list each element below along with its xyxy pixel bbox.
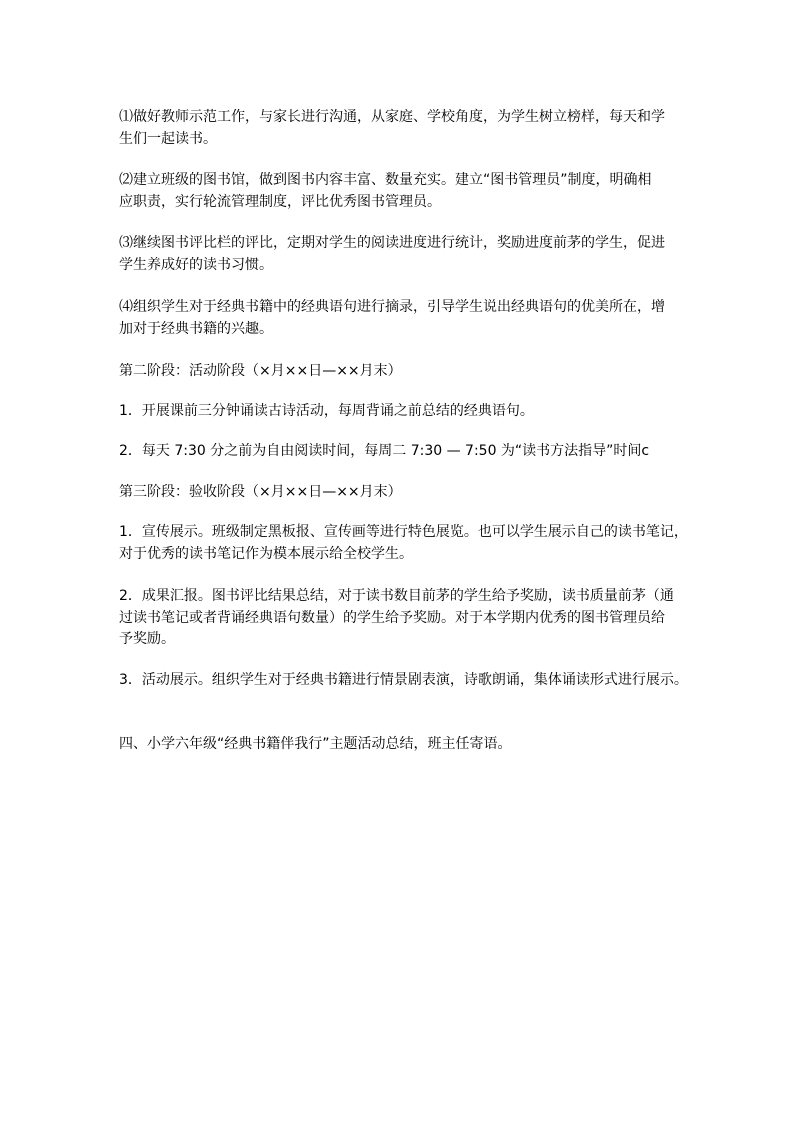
stage-three-heading (119, 482, 699, 504)
text-line: 予奖励。 (119, 631, 175, 647)
paragraph-item-1 (119, 107, 699, 150)
stage-three-item-1 (119, 522, 699, 565)
text-line: 第二阶段：活动阶段（×月××日—××月末） (119, 363, 402, 379)
text-line: 1．开展课前三分钟诵读古诗活动，每周背诵之前总结的经典语句。 (119, 403, 534, 419)
text-line: 3．活动展示。组织学生对于经典书籍进行情景剧表演，诗歌朗诵，集体诵读形式进行展示。 (119, 672, 688, 688)
paragraph-item-2 (119, 170, 699, 213)
text-line: 2．每天 7:30 分之前为自由阅读时间，每周二 7:30 — 7:50 为“读书方法指导”时间c (119, 443, 650, 459)
text-line: 第三阶段：验收阶段（×月××日—××月末） (119, 484, 402, 500)
stage-two-heading (119, 361, 699, 383)
text-line: 四、小学六年级“经典书籍伴我行”主题活动总结，班主任寄语。 (119, 736, 512, 752)
text-line: ⑶继续图书评比栏的评比，定期对学生的阅读进度进行统计，奖励进度前茅的学生，促进 (119, 235, 665, 251)
paragraph-item-4 (119, 297, 699, 340)
text-line: 过读书笔记或者背诵经典语句数量）的学生给予奖励。对于本学期内优秀的图书管理员给 (119, 609, 665, 626)
text-line: 对于优秀的读书笔记作为模本展示给全校学生。 (119, 545, 413, 562)
paragraph-item-3 (119, 233, 699, 276)
text-line: ⑴做好教师示范工作，与家长进行沟通，从家庭、学校角度，为学生树立榜样，每天和学 (119, 109, 665, 125)
stage-three-item-2 (119, 586, 699, 651)
text-line: ⑵建立班级的图书馆，做到图书内容丰富、数量充实。建立“图书管理员”制度，明确相 (119, 172, 652, 188)
text-line: ⑷组织学生对于经典书籍中的经典语句进行摘录，引导学生说出经典语句的优美所在，增 (119, 299, 665, 315)
text-line: 生们一起读书。 (119, 130, 217, 147)
stage-three-item-3 (119, 670, 699, 692)
section-four-heading (119, 734, 699, 756)
stage-two-item-1 (119, 401, 699, 423)
text-line: 加对于经典书籍的兴趣。 (119, 320, 273, 337)
text-line: 2．成果汇报。图书评比结果总结，对于读书数目前茅的学生给予奖励，读书质量前茅（通 (119, 588, 674, 604)
text-line: 1．宣传展示。班级制定黑板报、宣传画等进行特色展览。也可以学生展示自己的读书笔记， (119, 524, 688, 540)
stage-two-item-2 (119, 441, 699, 463)
text-line: 学生养成好的读书习惯。 (119, 256, 273, 273)
text-line: 应职责，实行轮流管理制度，评比优秀图书管理员。 (119, 193, 441, 210)
